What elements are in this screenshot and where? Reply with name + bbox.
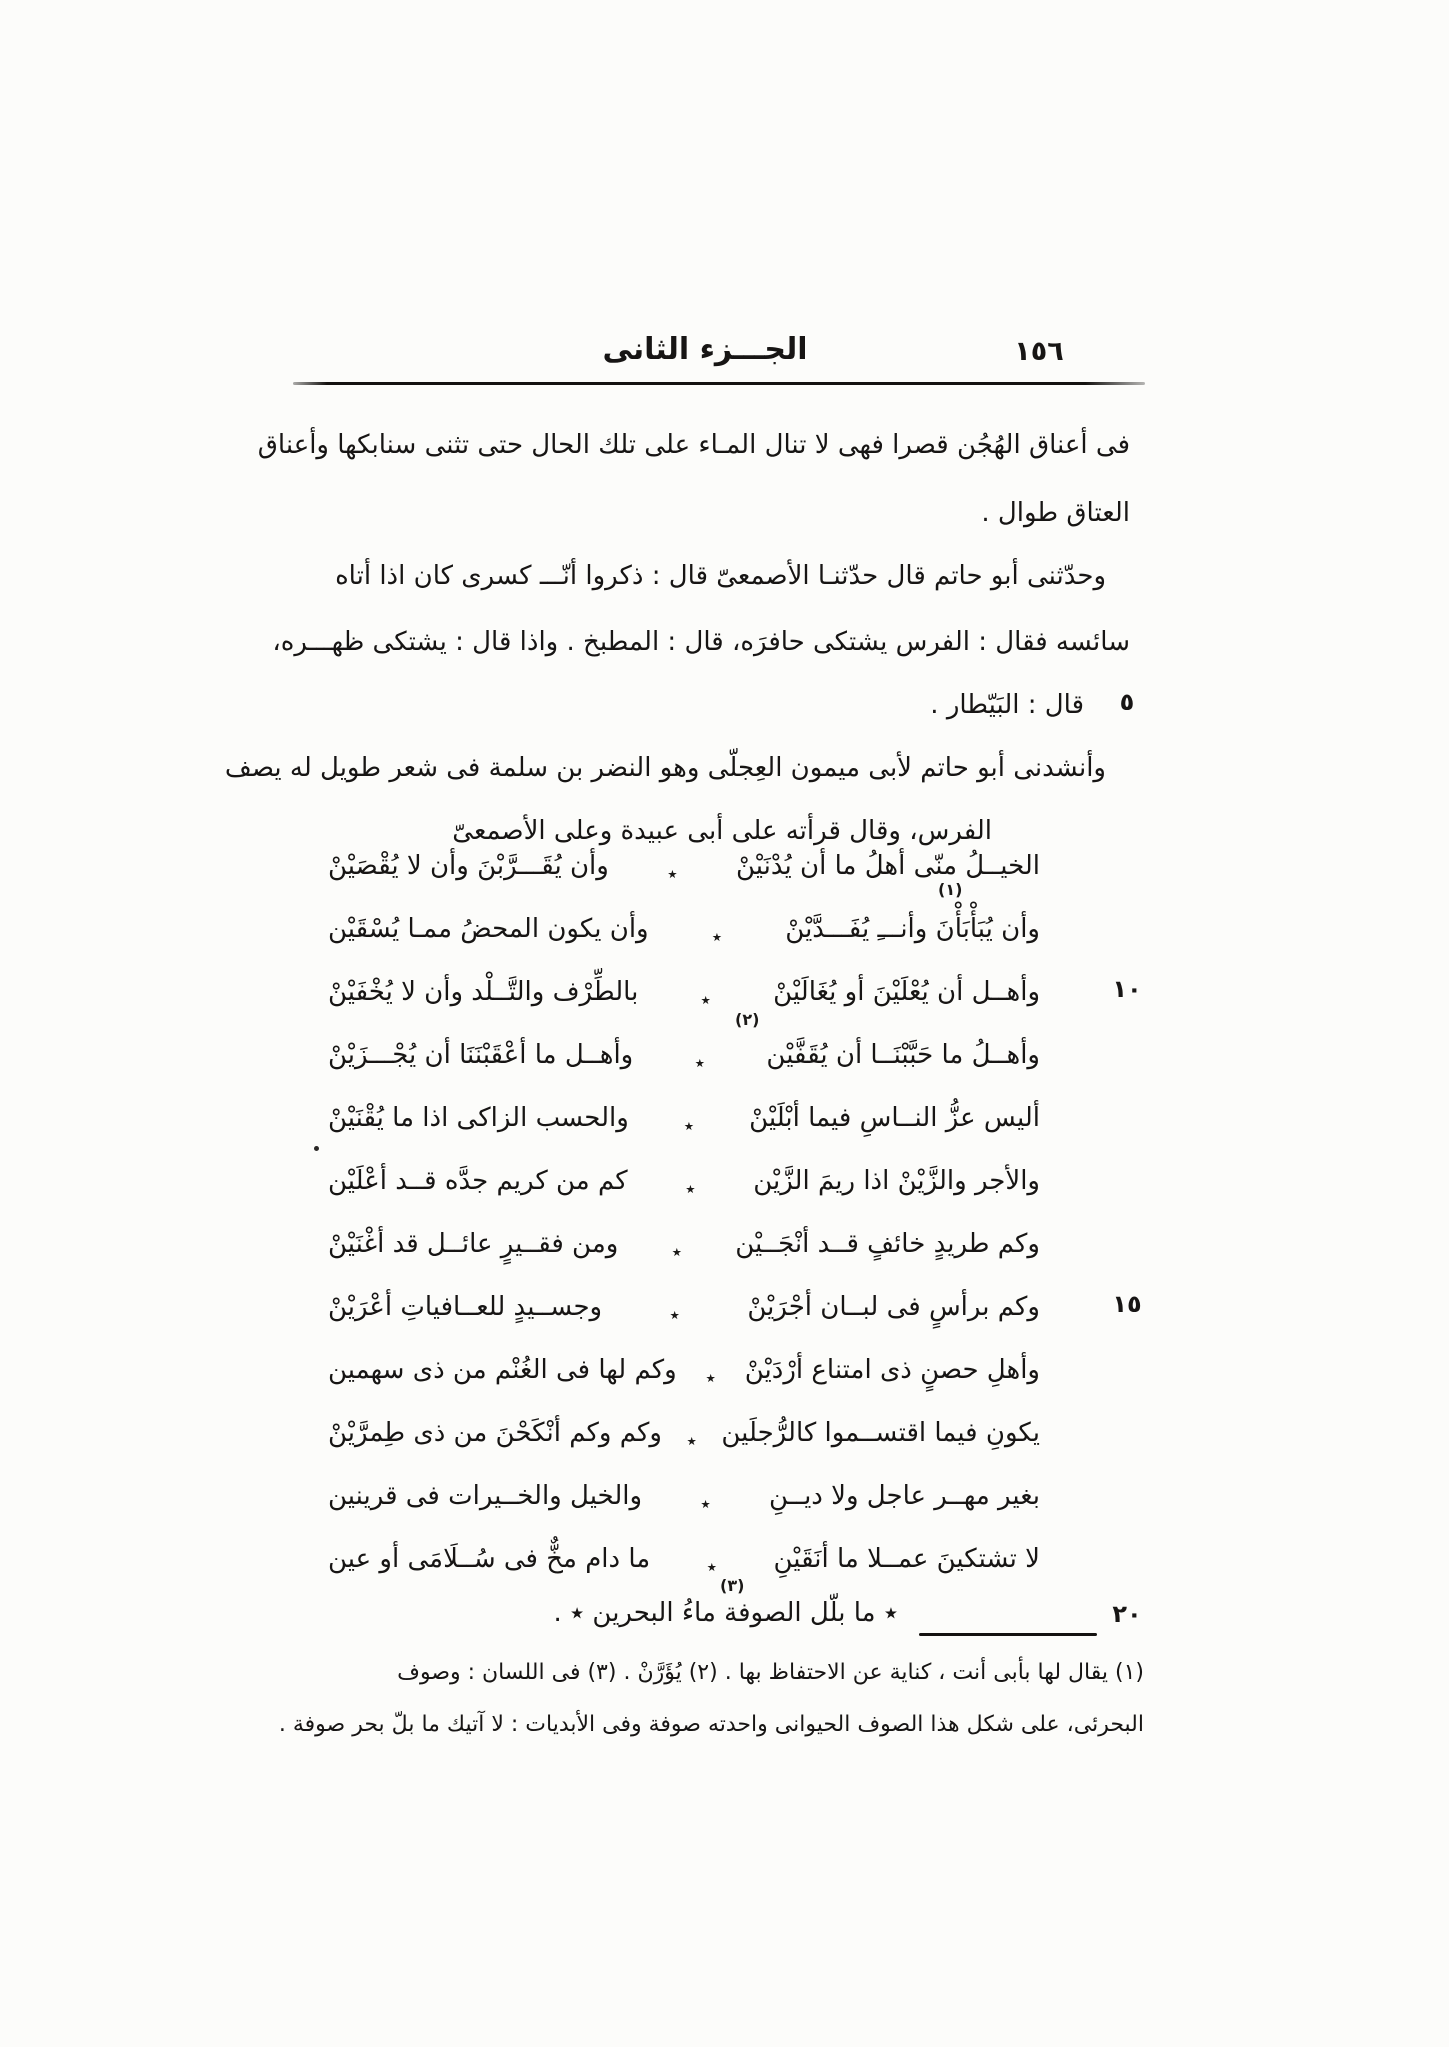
prose-line: الفرس، وقال قرأته على أبى عبيدة وعلى الأصمعىّ: [452, 816, 992, 846]
verse-right-hemistich: وأن يُبَأْبَأْنَ وأنـــِ يُفَـــدَّيْنْ: [785, 914, 1040, 944]
footnote-mark-2: (٢): [735, 1010, 760, 1029]
prose-line: سائسه فقال : الفرس يشتكى حافرَه، قال : المطبخ . واذا قال : يشتكى ظهـــره،: [272, 627, 1130, 657]
poem-verse: [328, 1350, 1040, 1398]
poem-verse: [328, 1287, 1040, 1335]
footnote-line: البحرئى، على شكل هذا الصوف الحيوانى واحدته صوفة وفى الأبديات : لا آتيك ما بلّ بحر صوفة .: [278, 1712, 1144, 1737]
verse-left-hemistich: وأن يكون المحضُ ممـا يُسْقَيْن: [328, 914, 649, 944]
footnote-separator: [919, 1633, 1097, 1636]
verse-star-icon: ٭: [669, 1304, 680, 1326]
verse-left-hemistich: كم من كريم جدَّه قــد أعْلَيْن: [328, 1166, 628, 1196]
verse-right-hemistich: وأهــل أن يُعْلَيْنَ أو يُغَالَيْنْ: [773, 977, 1040, 1007]
verse-right-hemistich: وأهلِ حصنٍ ذى امتناع أرْدَيْنْ: [744, 1355, 1040, 1385]
verse-left-hemistich: وأن يُقَـــرَّبْنَ وأن لا يُقْصَيْنْ: [328, 851, 609, 881]
prose-line: قال : البَيّطار .: [930, 690, 1084, 720]
poem-verse: [328, 1098, 1040, 1146]
verse-star-icon: ٭: [671, 1241, 682, 1263]
stray-ink-dot: [314, 1146, 319, 1151]
prose-line: العتاق طوال .: [981, 498, 1130, 528]
verse-star-icon: ٭: [706, 1556, 718, 1578]
verse-left-hemistich: وأهــل ما أعْقَبْنَنَا أن يُجْـــزَيْنْ: [328, 1040, 634, 1070]
verse-star-icon: ٭: [683, 1115, 695, 1137]
prose-line: وحدّثنى أبو حاتم قال حدّثنـا الأصمعىّ قال : ذكروا أنّـــ كسرى كان اذا أتاه: [335, 561, 1106, 591]
margin-line-number: ٢٠: [1112, 1600, 1142, 1628]
poem-verse: [328, 1476, 1040, 1524]
verse-right-hemistich: والأجر والزَّيْنْ اذا ريمَ الزَّيْن: [753, 1166, 1040, 1196]
poem-verse: [328, 909, 1040, 957]
verse-star-icon: ٭: [686, 1430, 697, 1452]
prose-line: فى أعناق الهُجُن قصرا فهى لا تنال المـاء على تلك الحال حتى تثنى سنابكها وأعناق: [257, 430, 1130, 460]
verse-star-icon: ٭: [705, 1367, 716, 1389]
verse-star-icon: ٭: [685, 1178, 696, 1200]
verse-right-hemistich: يكونِ فيما اقتســموا كالرُّجلَين: [721, 1418, 1040, 1448]
verse-right-hemistich: أليس عزُّ النــاسِ فيما أبْلَيْنْ: [749, 1103, 1040, 1133]
verse-star-icon: ٭: [700, 1493, 711, 1515]
poem-verse: [328, 1539, 1040, 1587]
margin-line-number: ١٥: [1112, 1290, 1142, 1318]
verse-star-icon: ٭: [700, 989, 711, 1011]
poem-verse: [328, 1035, 1040, 1083]
verse-right-hemistich: لا تشتكينَ عمــلا ما أنَقَيْنِ: [773, 1544, 1040, 1574]
verse-star-icon: ٭: [694, 1052, 705, 1074]
verse-left-hemistich: وكم وكم أنْكَحْنَ من ذى طِمرَّيْنْ: [328, 1418, 662, 1448]
verse-star-icon: ٭: [667, 863, 678, 885]
verse-left-hemistich: وجســيدٍ للعــافياتِ أعْرَيْنْ: [328, 1292, 603, 1322]
page-number: ١٥٦: [1014, 336, 1064, 367]
verse-right-hemistich: وأهــلُ ما حَبَّبْنَــا أن يُقَفَّيْن: [766, 1040, 1040, 1070]
poem-verse: [328, 1161, 1040, 1209]
header-rule: [293, 382, 1145, 385]
verse-right-hemistich: الخيــلُ منّى أهلُ ما أن يُدْنَيْنْ: [735, 851, 1040, 881]
verse-left-hemistich: ما دام مخٌّ فى سُــلَامَى أو عين: [328, 1544, 651, 1574]
poem-verse: [328, 1413, 1040, 1461]
page-title: الجـــزء الثانى: [602, 332, 808, 367]
verse-star-icon: ٭: [711, 926, 723, 948]
verse-left-hemistich: وكم لها فى الغُنْم من ذى سهمين: [328, 1355, 677, 1385]
poem-verse: [328, 846, 1040, 894]
poem-verse: [328, 1224, 1040, 1272]
poem-verse: [328, 972, 1040, 1020]
verse-right-hemistich: وكم طريدٍ خائفٍ قــد أنْجَــيْن: [735, 1229, 1040, 1259]
verse-left-hemistich: والحسب الزاكى اذا ما يُقْنَيْنْ: [328, 1103, 629, 1133]
prose-line: وأنشدنى أبو حاتم لأبى ميمون العِجلّى وهو النضر بن سلمة فى شعر طويل له يصف: [224, 753, 1106, 783]
footnote-line: (١) يقال لها بأبى أنت ، كناية عن الاحتفاظ بها . (٢) يُؤَرَّنْ . (٣) فى اللسان : وصوف: [397, 1660, 1144, 1685]
verse-left-hemistich: بالطِّرْف والتَّــلْد وأن لا يُخْفَيْنْ: [328, 977, 639, 1007]
footnote-mark-3: (٣): [720, 1576, 745, 1595]
verse-right-hemistich: بغير مهــر عاجل ولا ديــنِ: [769, 1481, 1040, 1511]
margin-line-number: ٥: [1119, 688, 1135, 716]
footnote-mark-1: (١): [938, 880, 963, 899]
poem-final-line: ٭ ما بلّل الصوفة ماءُ البحرين ٭ .: [553, 1598, 898, 1628]
verse-left-hemistich: والخيل والخــيرات فى قرينين: [328, 1481, 643, 1511]
verse-right-hemistich: وكم برأسٍ فى لبــان أجْرَيْنْ: [747, 1292, 1040, 1322]
margin-line-number: ١٠: [1112, 975, 1142, 1003]
verse-left-hemistich: ومن فقــيرٍ عائــل قد أغْنَيْنْ: [328, 1229, 619, 1259]
